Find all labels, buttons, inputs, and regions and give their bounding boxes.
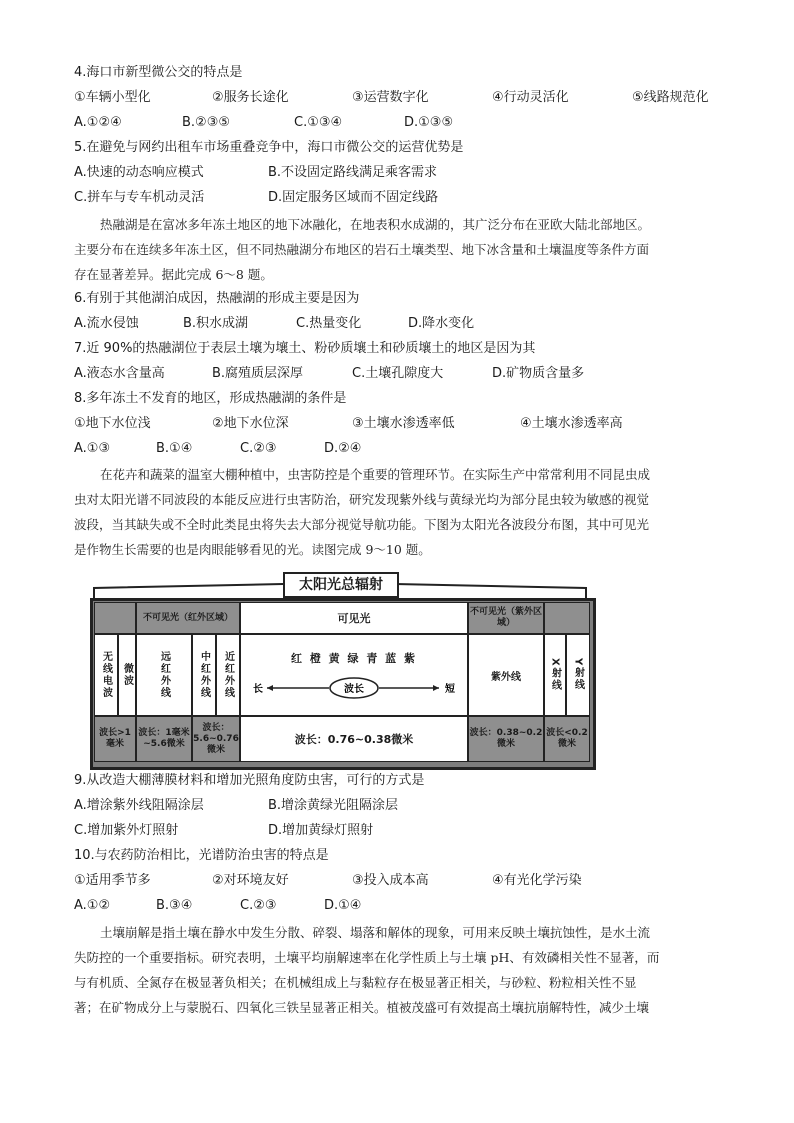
q8-item: ②地下水位深 (212, 416, 289, 431)
long-label: 长 (253, 684, 263, 695)
q5-choice-d: D.固定服务区域而不固定线路 (268, 190, 439, 205)
q8-item: ③土壤水渗透率低 (352, 416, 455, 431)
passage-line: 存在显著差异。据此完成 6～8 题。 (74, 267, 273, 282)
wavelength-arrow (249, 676, 459, 700)
q5-choice-b: B.不设固定路线满足乘客需求 (268, 165, 438, 180)
q5-choice-c: C.拼车与专车机动灵活 (74, 190, 205, 205)
q4-stem: 4.海口市新型微公交的特点是 (74, 65, 243, 80)
passage-line: 失防控的一个重要指标。研究表明，土壤平均崩解速率在化学性质上与土壤 pH、有效磷相关性不显著，而 (74, 950, 660, 965)
q9-choice-a: A.增涂紫外线阻隔涂层 (74, 798, 204, 813)
q9-choice-c: C.增加紫外灯照射 (74, 823, 179, 838)
q7-choice-d: D.矿物质含量多 (492, 366, 585, 381)
q10-item: ④有光化学污染 (492, 873, 582, 888)
q4-item: ①车辆小型化 (74, 90, 151, 105)
microwave-cell: 微波 (118, 634, 136, 716)
q9-stem: 9.从改造大棚薄膜材料和增加光照角度防虫害，可行的方式是 (74, 773, 425, 788)
q10-item: ③投入成本高 (352, 873, 429, 888)
q10-item: ①适用季节多 (74, 873, 151, 888)
passage-line: 主要分布在连续多年冻土区，但不同热融湖分布地区的岩石土壤类型、地下冰含量和土壤温度等条件方面 (74, 242, 650, 257)
q5-choice-a: A.快速的动态响应模式 (74, 165, 204, 180)
q7-choice-b: B.腐殖质层深厚 (212, 366, 304, 381)
passage-line: 著；在矿物成分上与蒙脱石、四氧化三铁呈显著正相关。植被茂盛可有效提高土壤抗崩解特性，减少土壤 (74, 1000, 650, 1015)
q6-choice-d: D.降水变化 (408, 316, 475, 331)
q10-choice-a: A.①② (74, 898, 111, 913)
blank-header (94, 602, 136, 634)
passage-line: 虫对太阳光谱不同波段的本能反应进行虫害防治，研究发现紫外线与黄绿光均为部分昆虫较为敏感的视觉 (74, 492, 650, 507)
q8-choice-d: D.②④ (324, 441, 362, 456)
q6-stem: 6.有别于其他湖泊成因，热融湖的形成主要是因为 (74, 291, 360, 306)
q9-choice-d: D.增加黄绿灯照射 (268, 823, 374, 838)
gamma-ray-cell: Y射线 (566, 634, 590, 716)
near-ir-cell: 近红外线 (216, 634, 240, 716)
q6-choice-c: C.热量变化 (296, 316, 362, 331)
passage-line: 波段，当其缺失或不全时此类昆虫将失去大部分视觉导航功能。下图为太阳光各波段分布图，其中可见光 (74, 517, 650, 532)
far-ir-cell (136, 634, 192, 716)
q4-item: ③运营数字化 (352, 90, 429, 105)
wl-xray-cell: 波长<0.2微米 (544, 716, 590, 762)
q4-choice-d: D.①③⑤ (404, 115, 454, 130)
passage-line: 热融湖是在富冰多年冻土地区的地下冰融化，在地表积水成湖的，其广泛分布在亚欧大陆北部地区。 (100, 217, 651, 232)
q5-stem: 5.在避免与网约出租车市场重叠竞争中，海口市微公交的运营优势是 (74, 140, 464, 155)
q10-choice-d: D.①④ (324, 898, 362, 913)
wl-far-ir-cell: 波长：1毫米~5.6微米 (136, 716, 192, 762)
ir-header: 不可见光（红外区域） (136, 602, 240, 634)
radio-wave-cell: 无线电波 (94, 634, 118, 716)
wl-visible-cell: 波长：0.76~0.38微米 (240, 716, 468, 762)
passage-line: 与有机质、全氮存在极显著负相关；在机械组成上与黏粒存在极显著正相关，与砂粒、粉粒相关性不显 (74, 975, 637, 990)
visible-cell (240, 634, 468, 716)
passage-line: 是作物生长需要的也是肉眼能够看见的光。读图完成 9～10 题。 (74, 542, 431, 557)
q10-stem: 10.与农药防治相比，光谱防治虫害的特点是 (74, 848, 329, 863)
q6-choice-a: A.流水侵蚀 (74, 316, 139, 331)
q8-stem: 8.多年冻土不发育的地区，形成热融湖的条件是 (74, 391, 347, 406)
q4-choice-c: C.①③④ (294, 115, 343, 130)
q6-choice-b: B.积水成湖 (183, 316, 249, 331)
passage-thermokarst (74, 212, 724, 287)
passage-line: 在花卉和蔬菜的温室大棚种植中，虫害防控是个重要的管理环节。在实际生产中常常利用不同昆虫成 (100, 467, 651, 482)
far-ir-label: 远红外线 (158, 651, 170, 699)
wl-mid-ir-cell: 波长：5.6~0.76微米 (192, 716, 240, 762)
q10-choice-b: B.③④ (156, 898, 193, 913)
q4-item: ④行动灵活化 (492, 90, 569, 105)
q4-item: ②服务长途化 (212, 90, 289, 105)
q8-choice-c: C.②③ (240, 441, 277, 456)
q8-item: ①地下水位浅 (74, 416, 151, 431)
q4-item: ⑤线路规范化 (632, 90, 709, 105)
q8-choice-a: A.①③ (74, 441, 111, 456)
visible-header: 可见光 (240, 602, 468, 634)
solar-spectrum-diagram (88, 572, 596, 768)
wavelength-label: 波长 (344, 684, 364, 695)
diagram-title: 太阳光总辐射 (283, 572, 399, 598)
visible-colors: 红 橙 黄 绿 青 蓝 紫 (291, 652, 417, 665)
uv-header: 不可见光（紫外区域） (468, 602, 544, 634)
xray-cell: X射线 (544, 634, 566, 716)
short-label: 短 (445, 684, 455, 695)
q9-choice-b: B.增涂黄绿光阻隔涂层 (268, 798, 399, 813)
q7-stem: 7.近 90%的热融湖位于表层土壤为壤土、粉砂质壤土和砂质壤土的地区是因为其 (74, 341, 536, 356)
q10-item: ②对环境友好 (212, 873, 289, 888)
q8-item: ④土壤水渗透率高 (520, 416, 623, 431)
q4-choice-a: A.①②④ (74, 115, 122, 130)
passage-soil-disintegration (74, 920, 724, 1020)
wl-radio-cell: 波长>1毫米 (94, 716, 136, 762)
q10-choice-c: C.②③ (240, 898, 277, 913)
passage-greenhouse (74, 462, 724, 562)
passage-line: 土壤崩解是指土壤在静水中发生分散、碎裂、塌落和解体的现象，可用来反映土壤抗蚀性，是水土流 (100, 925, 651, 940)
mid-ir-cell: 中红外线 (192, 634, 216, 716)
q7-choice-a: A.液态水含量高 (74, 366, 165, 381)
q4-choice-b: B.②③⑤ (182, 115, 231, 130)
q7-choice-c: C.土壤孔隙度大 (352, 366, 444, 381)
wl-uv-cell: 波长：0.38~0.2微米 (468, 716, 544, 762)
uv-cell: 紫外线 (468, 634, 544, 716)
q8-choice-b: B.①④ (156, 441, 193, 456)
blank-header (544, 602, 590, 634)
